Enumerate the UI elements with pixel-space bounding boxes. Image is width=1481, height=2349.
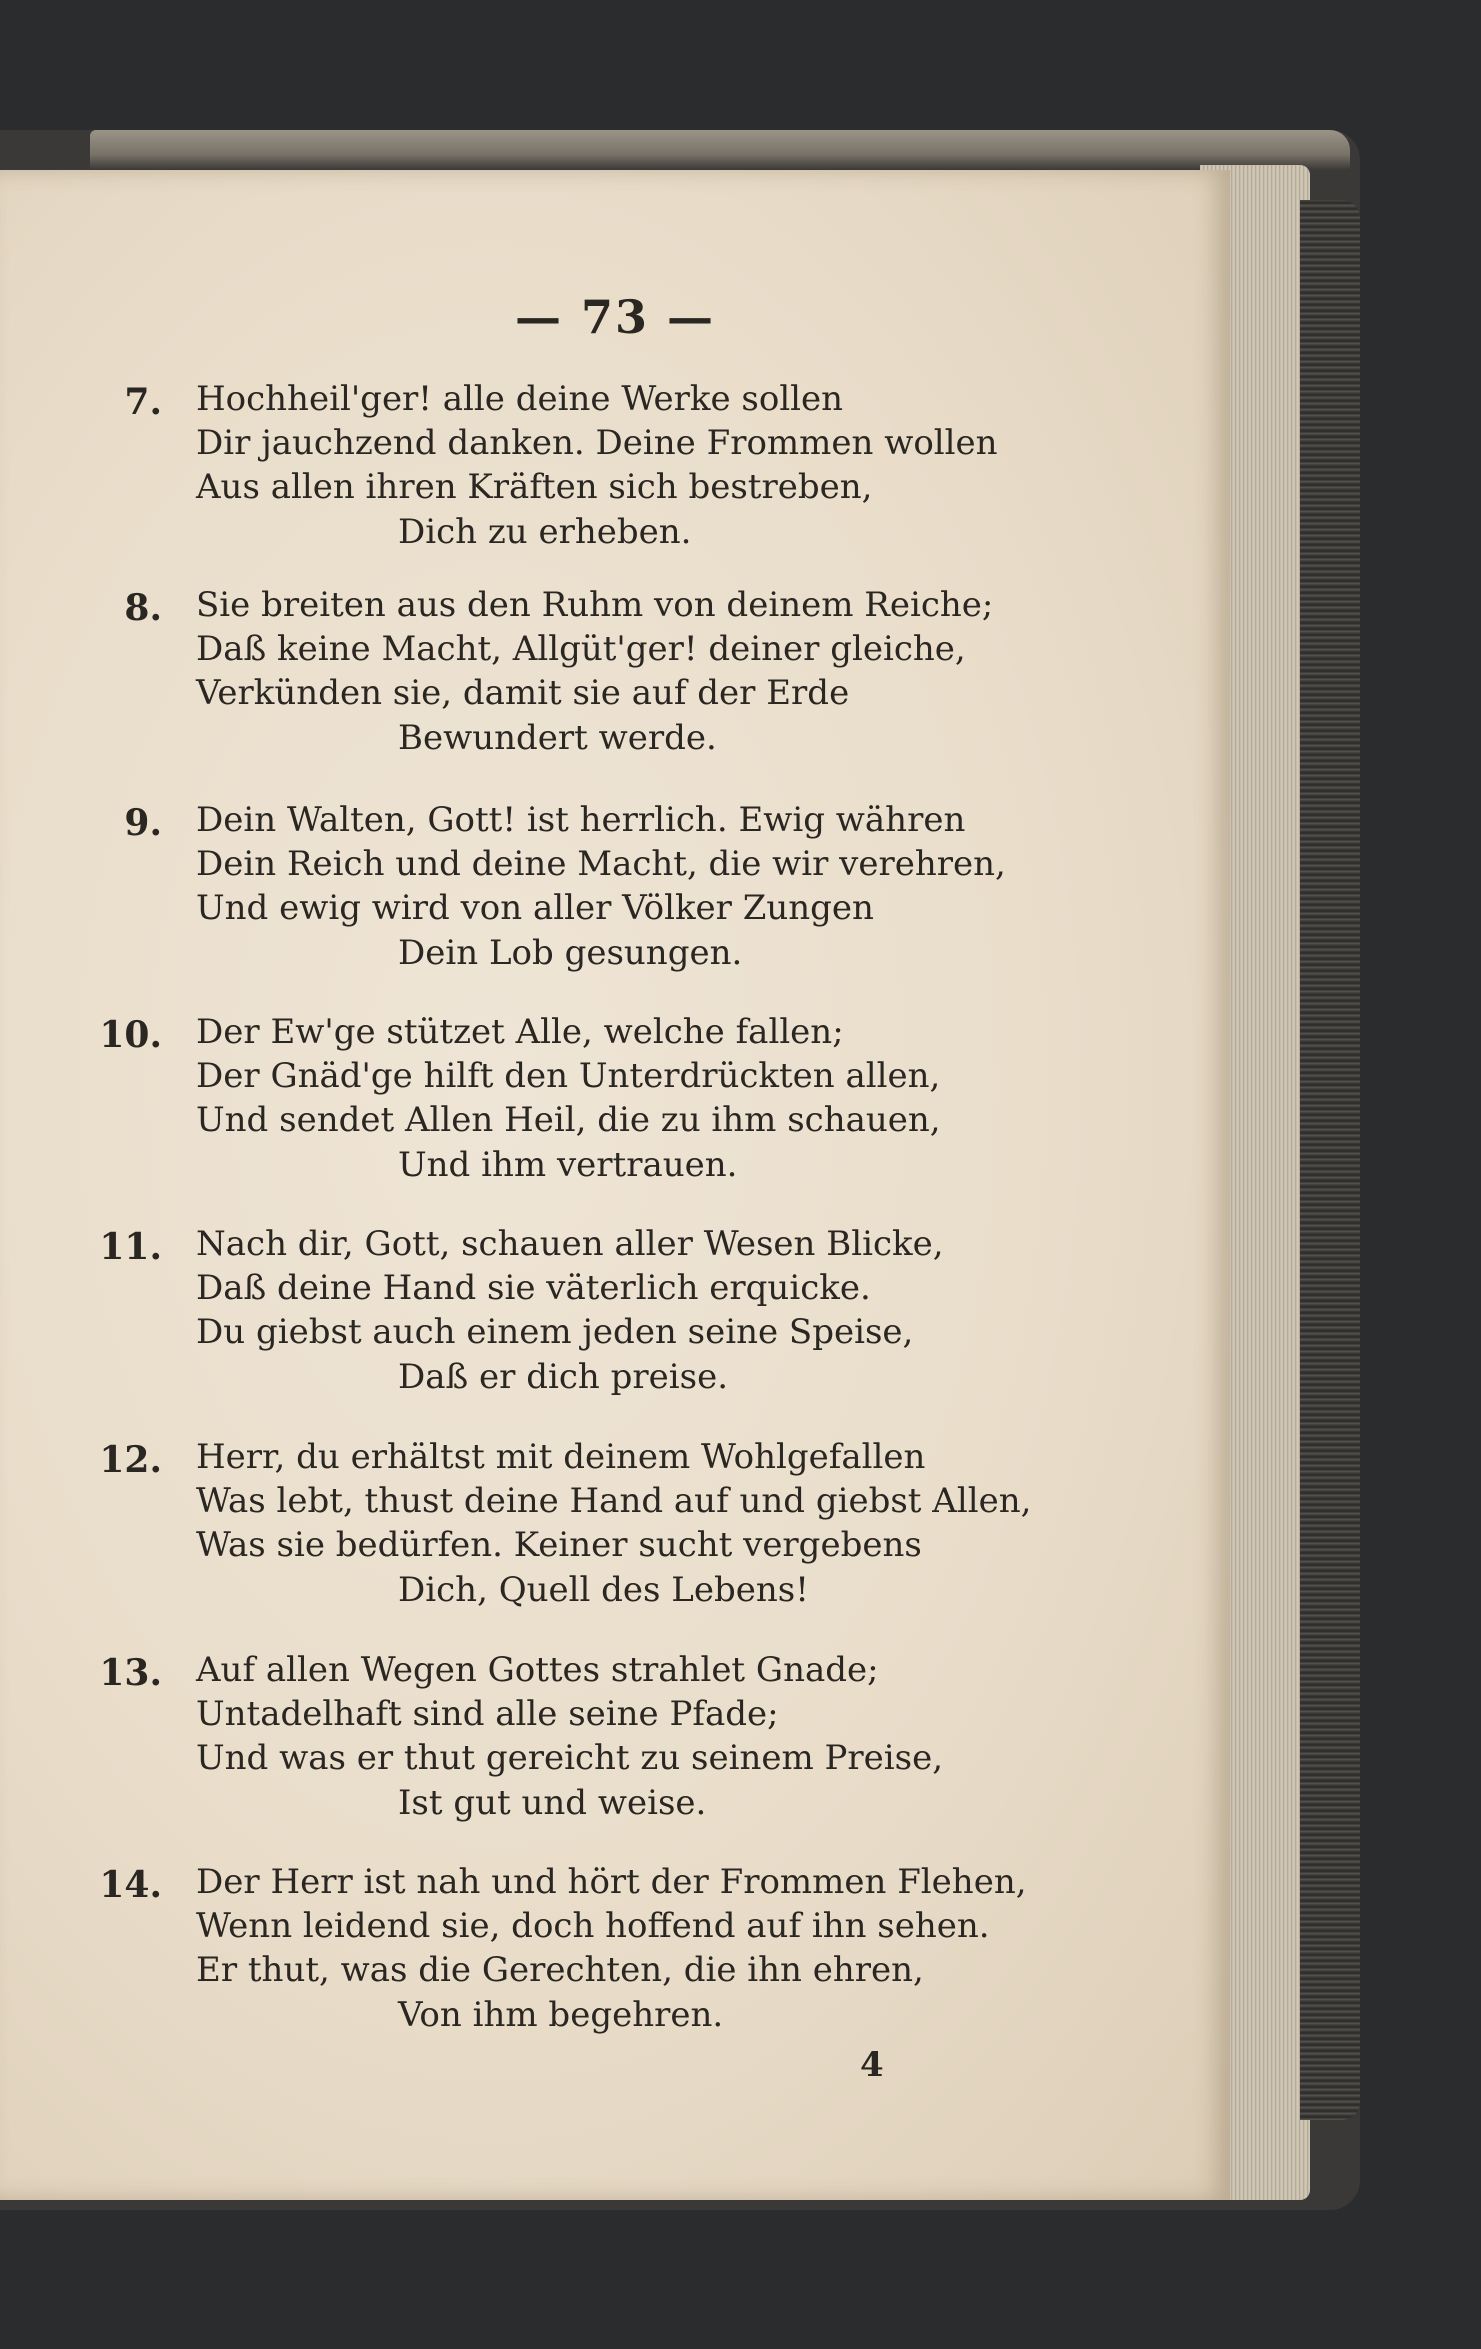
stanza-line: Herr, du erhältst mit deinem Wohlgefallen (196, 1437, 926, 1477)
stanza-line: Dein Lob gesungen. (398, 933, 743, 973)
stanza-line: Bewundert werde. (398, 718, 717, 758)
stanza-line: Sie breiten aus den Ruhm von deinem Reiche; (196, 585, 994, 625)
signature-mark: 4 (860, 2045, 884, 2085)
stanza-line: Der Ew'ge stützet Alle, welche fallen; (196, 1012, 844, 1052)
stanza-line: Hochheil'ger! alle deine Werke sollen (196, 379, 844, 419)
stanza-number: 9. (124, 802, 162, 844)
stanza-line: Aus allen ihren Kräften sich bestreben, (196, 467, 873, 507)
stanza-line: Daß keine Macht, Allgüt'ger! deiner gleiche, (196, 629, 966, 669)
book-top-edge (90, 130, 1350, 170)
stanza-line: Daß er dich preise. (398, 1357, 729, 1397)
stanza-line: Dir jauchzend danken. Deine Frommen wollen (196, 423, 998, 463)
stanza-line: Und ihm vertrauen. (398, 1145, 738, 1185)
stanza-line: Dich zu erheben. (398, 512, 692, 552)
stanza-line: Der Herr ist nah und hört der Frommen Flehen, (196, 1862, 1027, 1902)
stanza-line: Dein Walten, Gott! ist herrlich. Ewig währen (196, 800, 966, 840)
stanza-number: 10. (99, 1014, 162, 1056)
stanza-line: Und ewig wird von aller Völker Zungen (196, 888, 874, 928)
stanza-number: 8. (124, 587, 162, 629)
stanza-line: Wenn leidend sie, doch hoffend auf ihn sehen. (196, 1906, 990, 1946)
book-spine (1300, 200, 1360, 2120)
stanza-line: Und sendet Allen Heil, die zu ihm schauen, (196, 1100, 941, 1140)
stanza-line: Auf allen Wegen Gottes strahlet Gnade; (196, 1650, 879, 1690)
stanza-line: Der Gnäd'ge hilft den Unterdrückten allen, (196, 1056, 941, 1096)
stanza-line: Untadelhaft sind alle seine Pfade; (196, 1694, 779, 1734)
stanza-line: Er thut, was die Gerechten, die ihn ehren, (196, 1950, 924, 1990)
stanza-number: 11. (99, 1226, 162, 1268)
stanza-number: 12. (99, 1439, 162, 1481)
stanza-line: Dein Reich und deine Macht, die wir verehren, (196, 844, 1006, 884)
stanza-line: Daß deine Hand sie väterlich erquicke. (196, 1268, 871, 1308)
book-page (0, 170, 1230, 2200)
stanza-line: Was lebt, thust deine Hand auf und giebst Allen, (196, 1481, 1032, 1521)
stanza-line: Dich, Quell des Lebens! (398, 1570, 809, 1610)
stanza-line: Von ihm begehren. (398, 1995, 724, 2035)
stanza-line: Nach dir, Gott, schauen aller Wesen Blicke, (196, 1224, 944, 1264)
stanza-number: 13. (99, 1652, 162, 1694)
page-number-header: — 73 — (514, 290, 716, 344)
stanza-number: 7. (124, 381, 162, 423)
stanza-line: Und was er thut gereicht zu seinem Preise, (196, 1738, 944, 1778)
stanza-line: Was sie bedürfen. Keiner sucht vergebens (196, 1525, 922, 1565)
stanza-line: Verkünden sie, damit sie auf der Erde (196, 673, 850, 713)
stanza-number: 14. (99, 1864, 162, 1906)
stanza-line: Du giebst auch einem jeden seine Speise, (196, 1312, 914, 1352)
stanza-line: Ist gut und weise. (398, 1783, 707, 1823)
